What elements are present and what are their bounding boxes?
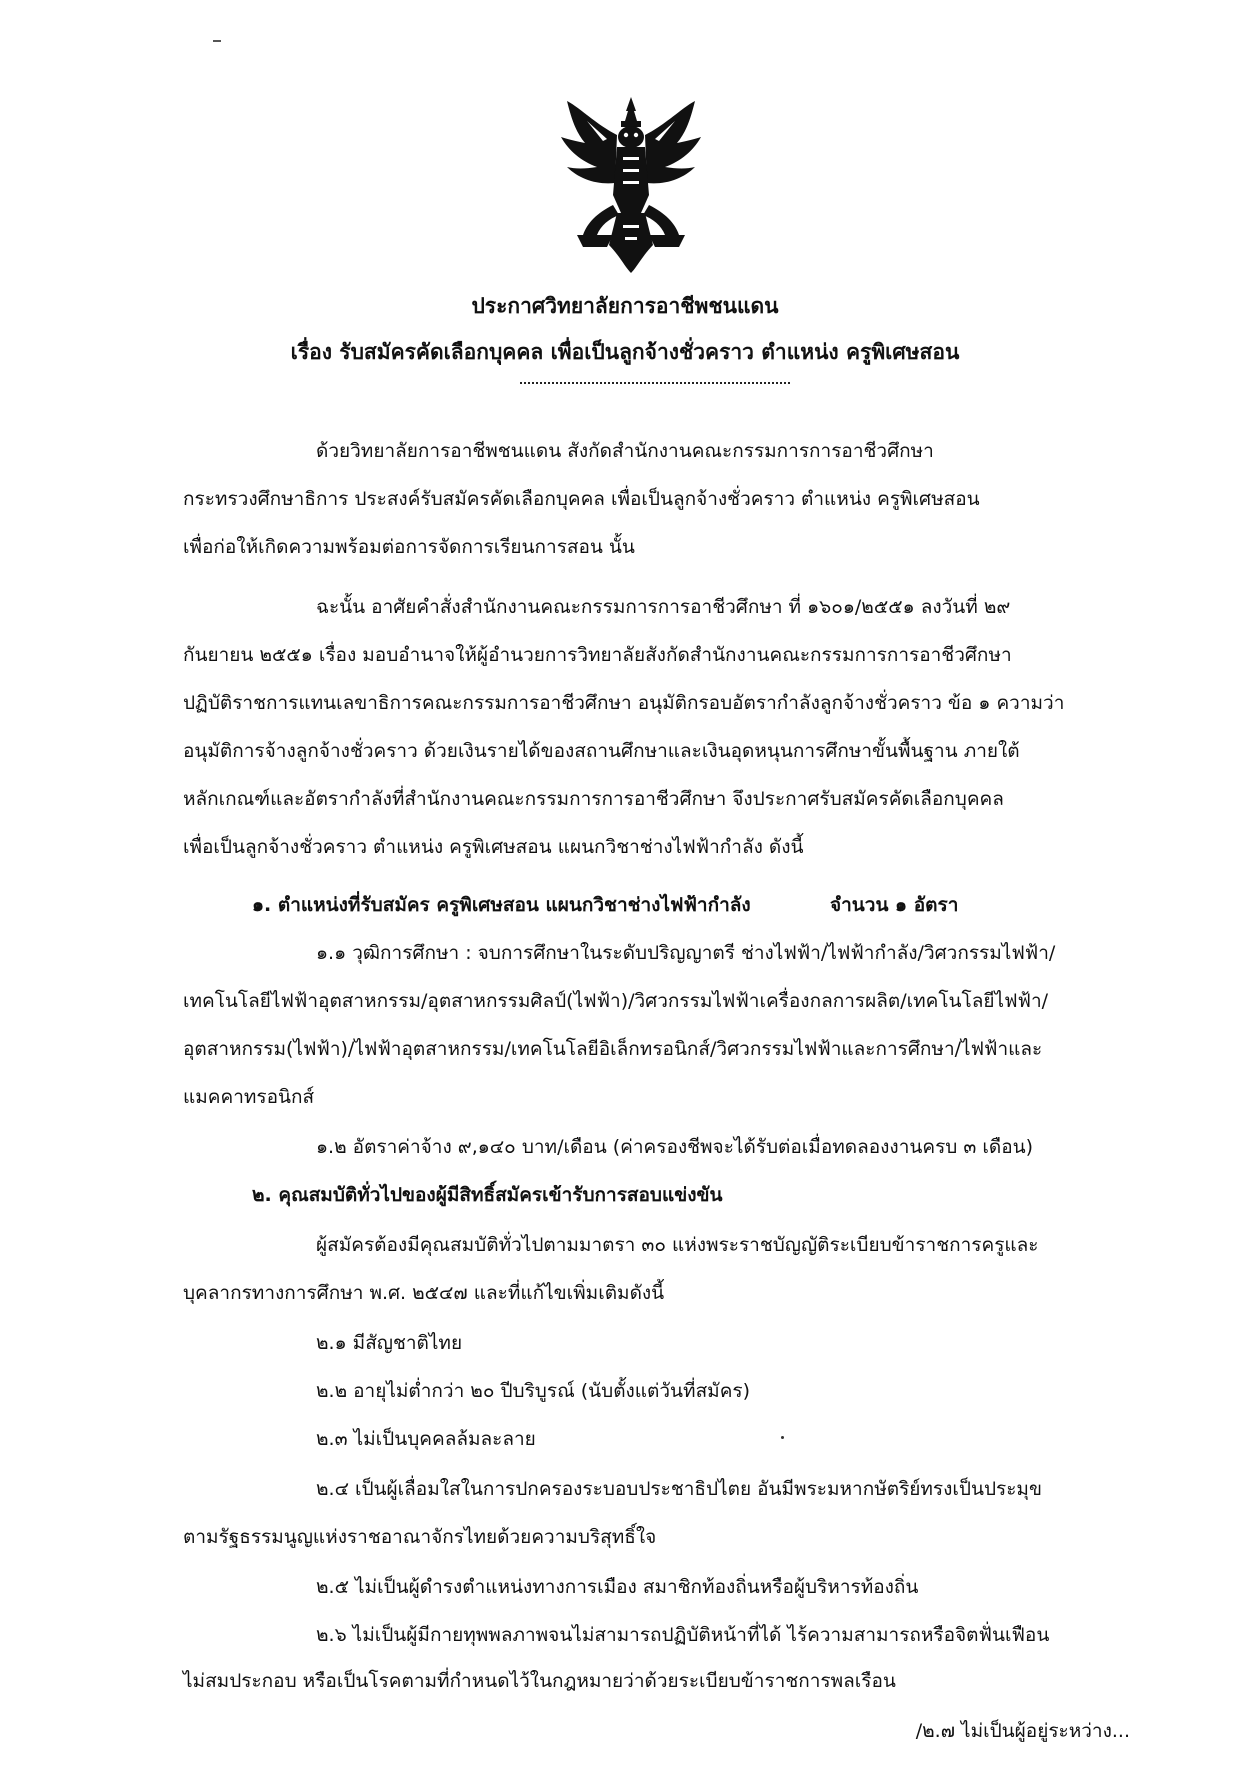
section-1-heading: ๑. ตำแหน่งที่รับสมัคร ครูพิเศษสอน แผนกวิชาช่างไฟฟ้ากำลัง [252,894,751,916]
announcement-title: ประกาศวิทยาลัยการอาชีพชนแดน [471,294,779,318]
paragraph-line: อนุมัติการจ้างลูกจ้างชั่วคราว ด้วยเงินรายได้ของสถานศึกษาและเงินอุดหนุนการศึกษาขั้นพื้นฐาน ภายใต้ [183,740,1020,762]
qualification-item: ไม่สมประกอบ หรือเป็นโรคตามที่กำหนดไว้ในกฎหมายว่าด้วยระเบียบข้าราชการพลเรือน [183,1670,896,1692]
title-separator [520,382,790,384]
paragraph-line: ผู้สมัครต้องมีคุณสมบัติทั่วไปตามมาตรา ๓๐ แห่งพระราชบัญญัติระเบียบข้าราชการครูและ [316,1234,1039,1256]
qualification-item: ๒.๓ ไม่เป็นบุคคลล้มละลาย [316,1428,536,1450]
scan-dot [781,1436,784,1439]
announcement-subject: เรื่อง รับสมัครคัดเลือกบุคคล เพื่อเป็นลูกจ้างชั่วคราว ตำแหน่ง ครูพิเศษสอน [290,340,960,364]
wage-line: ๑.๒ อัตราค่าจ้าง ๙,๑๔๐ บาท/เดือน (ค่าครองชีพจะได้รับต่อเมื่อทดลองงานครบ ๓ เดือน) [316,1136,1034,1158]
qualification-line: ๑.๑ วุฒิการศึกษา : จบการศึกษาในระดับปริญญาตรี ช่างไฟฟ้า/ไฟฟ้ากำลัง/วิศวกรรมไฟฟ้า/ [316,942,1056,964]
scan-speck [213,40,221,42]
paragraph-line: เพื่อก่อให้เกิดความพร้อมต่อการจัดการเรียนการสอน นั้น [183,536,635,558]
qualification-item: ๒.๒ อายุไม่ต่ำกว่า ๒๐ ปีบริบูรณ์ (นับตั้งแต่วันที่สมัคร) [316,1380,751,1402]
qualification-item: ๒.๕ ไม่เป็นผู้ดำรงตำแหน่งทางการเมือง สมาชิกท้องถิ่นหรือผู้บริหารท้องถิ่น [316,1576,919,1598]
qualification-item: ๒.๑ มีสัญชาติไทย [316,1332,463,1354]
paragraph-line: กันยายน ๒๕๕๑ เรื่อง มอบอำนาจให้ผู้อำนวยการวิทยาลัยสังกัดสำนักงานคณะกรรมการการอาชีวศึกษา [183,644,1012,666]
qualification-item: ๒.๔ เป็นผู้เลื่อมใสในการปกครองระบอบประชาธิปไตย อันมีพระมหากษัตริย์ทรงเป็นประมุข [316,1478,1042,1500]
paragraph-line: บุคลากรทางการศึกษา พ.ศ. ๒๕๔๗ และที่แก้ไขเพิ่มเติมดังนี้ [183,1282,665,1304]
paragraph-line: เพื่อเป็นลูกจ้างชั่วคราว ตำแหน่ง ครูพิเศษสอน แผนกวิชาช่างไฟฟ้ากำลัง ดังนี้ [183,836,804,858]
qualification-item: ตามรัฐธรรมนูญแห่งราชอาณาจักรไทยด้วยความบริสุทธิ์ใจ [183,1526,657,1548]
qualification-line: แมคคาทรอนิกส์ [183,1086,315,1108]
qualification-line: อุตสาหกรรม(ไฟฟ้า)/ไฟฟ้าอุตสาหกรรม/เทคโนโลยีอิเล็กทรอนิกส์/วิศวกรรมไฟฟ้าและการศึกษา/ไฟฟ้าและ [183,1038,1043,1060]
qualification-line: เทคโนโลยีไฟฟ้าอุตสาหกรรม/อุตสาหกรรมศิลป์(ไฟฟ้า)/วิศวกรรมไฟฟ้าเครื่องกลการผลิต/เทคโนโลยีไฟฟ้า/ [183,990,1049,1012]
paragraph-line: ด้วยวิทยาลัยการอาชีพชนแดน สังกัดสำนักงานคณะกรรมการการอาชีวศึกษา [316,440,934,462]
garuda-emblem-icon [557,95,705,275]
page-continuation: /๒.๗ ไม่เป็นผู้อยู่ระหว่าง... [915,1720,1130,1742]
paragraph-line: ฉะนั้น อาศัยคำสั่งสำนักงานคณะกรรมการการอาชีวศึกษา ที่ ๑๖๐๑/๒๕๕๑ ลงวันที่ ๒๙ [316,596,1011,618]
section-1-count: จำนวน ๑ อัตรา [830,894,959,916]
qualification-item: ๒.๖ ไม่เป็นผู้มีกายทุพพลภาพจนไม่สามารถปฏิบัติหน้าที่ได้ ไร้ความสามารถหรือจิตฟั่นเฟือน [316,1624,1050,1646]
paragraph-line: หลักเกณฑ์และอัตรากำลังที่สำนักงานคณะกรรมการการอาชีวศึกษา จึงประกาศรับสมัครคัดเลือกบุคคล [183,788,1004,810]
paragraph-line: กระทรวงศึกษาธิการ ประสงค์รับสมัครคัดเลือกบุคคล เพื่อเป็นลูกจ้างชั่วคราว ตำแหน่ง ครูพิเศษสอน [183,488,980,510]
section-2-heading: ๒. คุณสมบัติทั่วไปของผู้มีสิทธิ์สมัครเข้ารับการสอบแข่งขัน [252,1184,723,1206]
paragraph-line: ปฏิบัติราชการแทนเลขาธิการคณะกรรมการอาชีวศึกษา อนุมัติกรอบอัตรากำลังลูกจ้างชั่วคราว ข้อ ๑ ความว่า [183,692,1065,714]
